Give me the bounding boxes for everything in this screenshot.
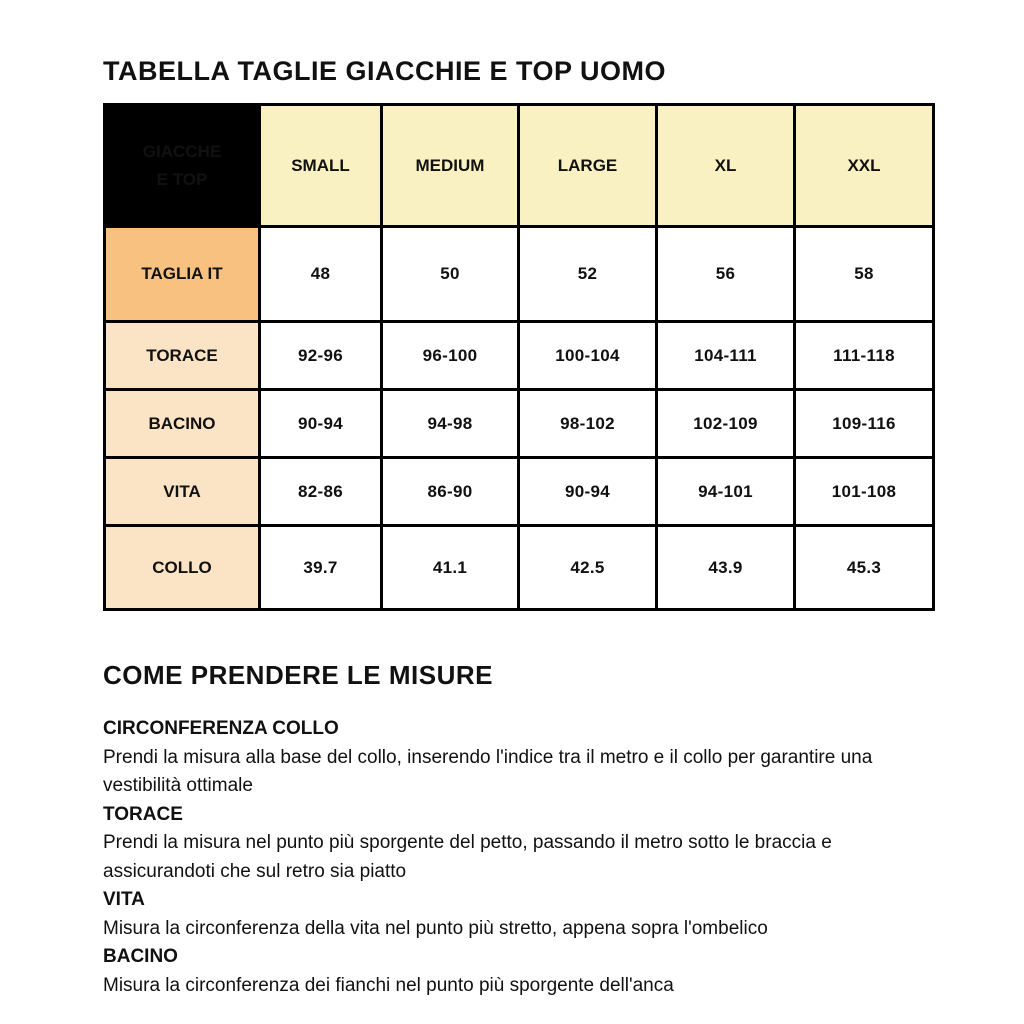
table-row-vita — [105, 458, 934, 526]
table-cell: 45.3 — [795, 526, 934, 610]
table-cell: 109-116 — [795, 390, 934, 458]
table-cell: 50 — [382, 227, 519, 322]
column-header-medium: MEDIUM — [382, 105, 519, 227]
page-title: TABELLA TAGLIE GIACCHIE E TOP UOMO — [103, 56, 667, 86]
guide-heading: TORACE — [103, 803, 183, 825]
table-cell: 100-104 — [519, 322, 657, 390]
size-table — [103, 103, 935, 611]
row-label-cell: TORACE — [105, 322, 260, 390]
guide-heading: VITA — [103, 889, 145, 910]
column-header-large: LARGE — [519, 105, 657, 227]
table-cell: 90-94 — [260, 390, 382, 458]
corner-label-line2: E TOP — [156, 169, 208, 189]
table-cell: 94-101 — [657, 458, 795, 526]
table-cell: 90-94 — [519, 458, 657, 526]
table-cell: 111-118 — [795, 322, 934, 390]
column-header-small: SMALL — [260, 105, 382, 227]
row-label-cell: TAGLIA IT — [105, 227, 260, 322]
table-row-collo — [105, 526, 934, 610]
table-cell: 104-111 — [657, 322, 795, 390]
guide-text: Prendi la misura alla base del collo, inserendo l'indice tra il metro e il collo per garantire una vestibilità ottimale — [103, 746, 873, 796]
guide-section-vita — [103, 886, 948, 943]
guide-heading: BACINO — [103, 946, 178, 967]
guide-section-torace — [103, 801, 948, 887]
table-cell: 101-108 — [795, 458, 934, 526]
table-row-torace — [105, 322, 934, 390]
column-header-xl: XL — [657, 105, 795, 227]
table-corner-cell — [105, 105, 260, 227]
table-cell: 82-86 — [260, 458, 382, 526]
table-cell: 56 — [657, 227, 795, 322]
column-header-xxl: XXL — [795, 105, 934, 227]
table-row-taglia-it — [105, 227, 934, 322]
row-label-cell: VITA — [105, 458, 260, 526]
table-header-row — [105, 105, 934, 227]
corner-label-line1: GIACCHE — [142, 142, 222, 162]
table-cell: 42.5 — [519, 526, 657, 610]
guide-section-circonferenza-collo — [103, 715, 948, 801]
table-cell: 48 — [260, 227, 382, 322]
table-cell: 94-98 — [382, 390, 519, 458]
guide-text: Misura la circonferenza dei fianchi nel punto più sporgente dell'anca — [103, 974, 674, 996]
table-cell: 58 — [795, 227, 934, 322]
table-cell: 96-100 — [382, 322, 519, 390]
table-cell: 41.1 — [382, 526, 519, 610]
table-cell: 92-96 — [260, 322, 382, 390]
table-cell: 86-90 — [382, 458, 519, 526]
table-cell: 39.7 — [260, 526, 382, 610]
table-cell: 98-102 — [519, 390, 657, 458]
guide-heading: CIRCONFERENZA COLLO — [103, 718, 339, 739]
table-row-bacino — [105, 390, 934, 458]
table-cell: 102-109 — [657, 390, 795, 458]
measure-guide-title: COME PRENDERE LE MISURE — [103, 660, 493, 690]
table-cell: 43.9 — [657, 526, 795, 610]
row-label-cell: COLLO — [105, 526, 260, 610]
table-cell: 52 — [519, 227, 657, 322]
guide-section-bacino — [103, 943, 948, 1000]
row-label-cell: BACINO — [105, 390, 260, 458]
guide-text: Misura la circonferenza della vita nel punto più stretto, appena sopra l'ombelico — [103, 917, 768, 939]
guide-text: Prendi la misura nel punto più sporgente del petto, passando il metro sotto le braccia e assicurandoti che sul retro sia piatto — [103, 832, 832, 882]
measure-guide-section — [103, 660, 948, 1000]
